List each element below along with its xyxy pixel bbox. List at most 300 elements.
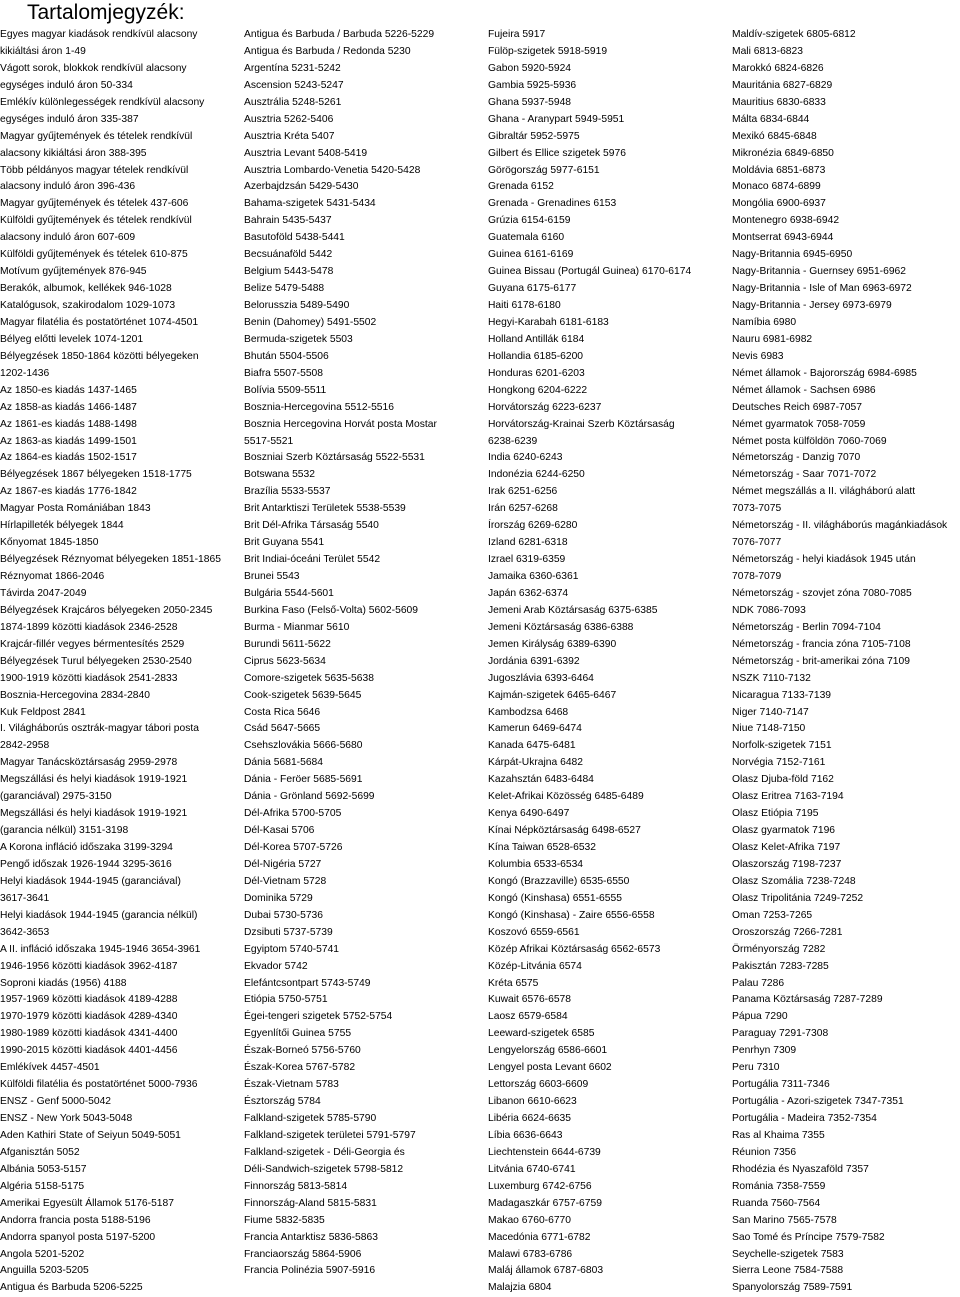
toc-entry: Dzsibuti 5737-5739	[244, 926, 333, 938]
toc-entry: Németország - II. világháborús magánkiadások	[732, 520, 948, 532]
toc-entry: Bulgária 5544-5601	[244, 587, 334, 599]
toc-entry: Nagy-Britannia 6945-6950	[732, 249, 853, 261]
toc-entry: Pakisztán 7283-7285	[732, 960, 829, 972]
toc-entry: Ekvador 5742	[244, 960, 308, 972]
toc-entry: Izland 6281-6318	[488, 537, 568, 549]
toc-entry: Grenada - Grenadines 6153	[488, 198, 617, 210]
toc-entry: Fülöp-szigetek 5918-5919	[488, 45, 608, 57]
toc-entry: Németország - brit-amerikai zóna 7109	[732, 655, 910, 667]
toc-entry: Déli-Sandwich-szigetek 5798-5812	[244, 1163, 404, 1175]
toc-entry: Albánia 5053-5157	[0, 1163, 87, 1175]
toc-entry: Antigua és Barbuda / Barbuda 5226-5229	[244, 29, 435, 40]
toc-entry: Bhután 5504-5506	[244, 350, 329, 362]
toc-entry: Vágott sorok, blokkok rendkívül alacsony	[0, 62, 187, 74]
toc-entry: Megszállási és helyi kiadások 1919-1921	[0, 808, 188, 820]
toc-entry: Fujeira 5917	[488, 29, 546, 40]
toc-entry: Franciaország 5864-5906	[244, 1248, 362, 1260]
toc-entry: Spanyolország 7589-7591	[732, 1282, 853, 1294]
toc-entry: Namíbia 6980	[732, 316, 797, 328]
toc-entry: Guatemala 6160	[488, 232, 565, 244]
toc-entry: Finnország-Aland 5815-5831	[244, 1197, 377, 1209]
toc-entry: Koszovó 6559-6561	[488, 926, 580, 938]
toc-entry: 7078-7079	[732, 571, 782, 582]
toc-entry: Holland Antillák 6184	[488, 333, 585, 345]
toc-entry: Oman 7253-7265	[732, 909, 813, 921]
toc-entry: Kelet-Afrikai Közösség 6485-6489	[488, 791, 644, 803]
toc-entry: Brit Antarktiszi Területek 5538-5539	[244, 503, 406, 515]
toc-entry: Kárpát-Ukrajna 6482	[488, 757, 584, 769]
toc-entry: 1970-1979 közötti kiadások 4289-4340	[0, 1011, 178, 1023]
toc-entry: Ausztria Lombardo-Venetia 5420-5428	[244, 164, 421, 176]
toc-entry: Burma - Mianmar 5610	[244, 621, 350, 633]
toc-entry: NDK 7086-7093	[732, 604, 806, 616]
toc-entry: Portugália - Madeira 7352-7354	[732, 1113, 877, 1124]
toc-entry: Kongó (Kinshasa) 6551-6555	[488, 892, 622, 904]
toc-entry: 1990-2015 közötti kiadások 4401-4456	[0, 1045, 178, 1057]
toc-entry: Az 1867-es kiadás 1776-1842	[0, 486, 137, 498]
toc-entry: 1202-1436	[0, 367, 50, 379]
toc-entry: Lettország 6603-6609	[488, 1079, 589, 1091]
toc-entry: Német államok - Sachsen 6986	[732, 384, 876, 396]
toc-entry: Ciprus 5623-5634	[244, 655, 326, 667]
toc-entry: Maláj államok 6787-6803	[488, 1265, 604, 1277]
toc-entry: alacsony induló áron 607-609	[0, 232, 136, 244]
toc-entry: Argentína 5231-5242	[244, 62, 341, 74]
toc-entry: Botswana 5532	[244, 469, 315, 481]
toc-entry: Bosznia-Hercegovina 5512-5516	[244, 401, 394, 413]
toc-entry: NSZK 7110-7132	[732, 672, 811, 684]
toc-entry: Niger 7140-7147	[732, 706, 809, 718]
toc-entry: Gambia 5925-5936	[488, 79, 577, 91]
toc-entry: Ruanda 7560-7564	[732, 1197, 821, 1209]
toc-entry: Malawi 6783-6786	[488, 1248, 573, 1260]
toc-entry: Gabon 5920-5924	[488, 62, 572, 74]
toc-entry: Monaco 6874-6899	[732, 181, 821, 193]
toc-entry: Paraguay 7291-7308	[732, 1028, 829, 1040]
toc-entry: 1874-1899 közötti kiadások 2346-2528	[0, 621, 178, 633]
toc-entry: Német megszállás a II. világháború alatt	[732, 486, 916, 498]
toc-entry: Külföldi filatélia és postatörténet 5000-7936	[0, 1079, 198, 1091]
toc-entry: Peru 7310	[732, 1062, 780, 1074]
toc-entry: Burundi 5611-5622	[244, 638, 331, 650]
toc-entry: Litvánia 6740-6741	[488, 1163, 576, 1175]
toc-entry: Csád 5647-5665	[244, 723, 321, 735]
toc-entry: Antigua és Barbuda / Redonda 5230	[244, 45, 411, 57]
toc-entry: Leeward-szigetek 6585	[488, 1028, 595, 1040]
toc-entry: Kongó (Kinshasa) - Zaire 6556-6558	[488, 909, 655, 921]
toc-entry: Francia Polinézia 5907-5916	[244, 1265, 376, 1277]
toc-entry: Bosznia-Hercegovina 2834-2840	[0, 689, 150, 701]
toc-entry: Égei-tengeri szigetek 5752-5754	[244, 1011, 393, 1023]
toc-entry: Dominika 5729	[244, 892, 313, 904]
toc-entry: Emlékív különlegességek rendkívül alacsony	[0, 96, 205, 108]
toc-entry: Biafra 5507-5508	[244, 367, 324, 379]
toc-entry: 7073-7075	[732, 503, 782, 515]
toc-entry: Fiume 5832-5835	[244, 1214, 325, 1226]
toc-entry: 7076-7077	[732, 537, 782, 549]
toc-entry: Örményország 7282	[732, 943, 826, 955]
toc-entry: Dél-Afrika 5700-5705	[244, 808, 342, 820]
toc-entry: Brazília 5533-5537	[244, 486, 331, 498]
toc-entry: Anguilla 5203-5205	[0, 1265, 89, 1277]
toc-entry: Nagy-Britannia - Isle of Man 6963-6972	[732, 283, 912, 295]
toc-entry: Olasz Eritrea 7163-7194	[732, 791, 844, 803]
toc-entry: Ascension 5243-5247	[244, 79, 344, 91]
toc-entry: Mauritánia 6827-6829	[732, 79, 833, 91]
toc-entry: Dubai 5730-5736	[244, 909, 324, 921]
toc-entry: Falkland-szigetek 5785-5790	[244, 1113, 377, 1124]
toc-entry: Sierra Leone 7584-7588	[732, 1265, 844, 1277]
toc-entry: Az 1864-es kiadás 1502-1517	[0, 452, 137, 464]
toc-entry: A II. infláció időszaka 1945-1946 3654-3961	[0, 943, 201, 955]
toc-entry: Bélyegzések Turul bélyegeken 2530-2540	[0, 655, 192, 667]
toc-entry: Krajcár-fillér vegyes bérmentesítés 2529	[0, 638, 185, 650]
toc-entry: Jemeni Köztársaság 6386-6388	[488, 621, 634, 633]
toc-entry: Dánia - Grönland 5692-5699	[244, 791, 375, 803]
toc-entry: Liechtenstein 6644-6739	[488, 1146, 601, 1158]
toc-entry: Magyar gyűjtemények és tételek rendkívül	[0, 130, 193, 142]
toc-entry: Belgium 5443-5478	[244, 266, 334, 278]
toc-entry: Helyi kiadások 1944-1945 (garanciával)	[0, 875, 181, 887]
toc-entry: Kína Taiwan 6528-6532	[488, 842, 597, 853]
toc-entry: Ghana 5937-5948	[488, 96, 572, 108]
toc-entry: Bélyegzések 1867 bélyegeken 1518-1775	[0, 469, 192, 481]
toc-column-4	[732, 27, 960, 1297]
toc-entry: 3642-3653	[0, 926, 50, 938]
toc-entry: Etiópia 5750-5751	[244, 994, 328, 1006]
toc-entry: Brunei 5543	[244, 571, 300, 582]
toc-entry: Jugoszlávia 6393-6464	[488, 672, 594, 684]
toc-entry: 6238-6239	[488, 435, 538, 447]
toc-entry: Panama Köztársaság 7287-7289	[732, 994, 883, 1006]
toc-entry: Csehszlovákia 5666-5680	[244, 740, 363, 752]
toc-entry: Lengyel posta Levant 6602	[488, 1062, 612, 1074]
toc-entry: ENSZ - Genf 5000-5042	[0, 1096, 112, 1108]
toc-entry: Egyiptom 5740-5741	[244, 943, 340, 955]
toc-entry: 1900-1919 közötti kiadások 2541-2833	[0, 672, 178, 684]
toc-entry: Románia 7358-7559	[732, 1180, 826, 1192]
toc-entry: Guinea 6161-6169	[488, 249, 574, 261]
toc-entry: Cook-szigetek 5639-5645	[244, 689, 362, 701]
toc-entry: Portugália - Azori-szigetek 7347-7351	[732, 1096, 904, 1108]
toc-entry: Németország - helyi kiadások 1945 után	[732, 554, 916, 566]
toc-entry: Izrael 6319-6359	[488, 554, 566, 566]
toc-entry: Görögország 5977-6151	[488, 164, 600, 176]
toc-entry: Belize 5479-5488	[244, 283, 325, 295]
toc-entry: Az 1858-as kiadás 1466-1487	[0, 401, 137, 413]
toc-entry: Bolívia 5509-5511	[244, 384, 327, 396]
toc-entry: alacsony kikiáltási áron 388-395	[0, 147, 147, 159]
toc-column-2	[244, 27, 484, 1280]
toc-entry: Katalógusok, szakirodalom 1029-1073	[0, 300, 176, 311]
toc-entry: Kanada 6475-6481	[488, 740, 576, 752]
toc-entry: Algéria 5158-5175	[0, 1180, 85, 1192]
toc-entry: Benin (Dahomey) 5491-5502	[244, 316, 377, 328]
toc-entry: Dánia 5681-5684	[244, 757, 324, 769]
toc-entry: Ras al Khaima 7355	[732, 1129, 825, 1141]
toc-entry: Az 1863-as kiadás 1499-1501	[0, 435, 137, 447]
toc-entry: Dél-Vietnam 5728	[244, 875, 327, 887]
toc-entry: Német posta külföldön 7060-7069	[732, 435, 887, 447]
toc-entry: San Marino 7565-7578	[732, 1214, 837, 1226]
toc-entry: Líbia 6636-6643	[488, 1129, 563, 1141]
toc-entry: Bélyeg előtti levelek 1074-1201	[0, 333, 144, 345]
toc-entry: 2842-2958	[0, 740, 50, 752]
toc-entry: Indonézia 6244-6250	[488, 469, 585, 481]
toc-entry: Németország - Berlin 7094-7104	[732, 621, 881, 633]
toc-entry: Külföldi gyűjtemények és tételek 610-875	[0, 249, 188, 261]
toc-entry: Réunion 7356	[732, 1146, 797, 1158]
toc-entry: Írország 6269-6280	[488, 520, 578, 532]
toc-entry: Külföldi gyűjtemények és tételek rendkívül	[0, 215, 192, 227]
toc-entry: Motívum gyűjtemények 876-945	[0, 266, 147, 278]
toc-entry: Magyar Tanácsköztársaság 2959-2978	[0, 757, 178, 769]
toc-entry: Guyana 6175-6177	[488, 283, 577, 295]
toc-entry: Maldív-szigetek 6805-6812	[732, 29, 856, 40]
toc-entry: Bélyegzések Réznyomat bélyegeken 1851-1865	[0, 554, 221, 566]
toc-entry: Andorra spanyol posta 5197-5200	[0, 1231, 156, 1243]
toc-entry: Ausztrália 5248-5261	[244, 96, 342, 108]
toc-entry: Nicaragua 7133-7139	[732, 689, 832, 701]
toc-entry: Egyenlítői Guinea 5755	[244, 1028, 352, 1040]
toc-entry: Guinea Bissau (Portugál Guinea) 6170-6174	[488, 266, 692, 278]
toc-entry: Málta 6834-6844	[732, 113, 810, 125]
toc-entry: Makao 6760-6770	[488, 1214, 572, 1226]
toc-entry: Portugália 7311-7346	[732, 1079, 830, 1091]
toc-entry: Laosz 6579-6584	[488, 1011, 568, 1023]
toc-entry: Hongkong 6204-6222	[488, 384, 588, 396]
toc-entry: Gibraltár 5952-5975	[488, 130, 580, 142]
toc-entry: Réznyomat 1866-2046	[0, 571, 105, 582]
toc-entry: Mikronézia 6849-6850	[732, 147, 834, 159]
toc-entry: Sao Tomé és Príncipe 7579-7582	[732, 1231, 885, 1243]
toc-entry: Dél-Nigéria 5727	[244, 858, 322, 870]
toc-entry: Marokkó 6824-6826	[732, 62, 824, 74]
toc-entry: Az 1850-es kiadás 1437-1465	[0, 384, 137, 396]
toc-entry: Honduras 6201-6203	[488, 367, 585, 379]
toc-entry: Deutsches Reich 6987-7057	[732, 401, 862, 413]
toc-entry: Burkina Faso (Felső-Volta) 5602-5609	[244, 604, 418, 616]
toc-entry: Olaszország 7198-7237	[732, 858, 842, 870]
toc-entry: Dél-Korea 5707-5726	[244, 842, 343, 853]
toc-entry: Afganisztán 5052	[0, 1146, 80, 1158]
toc-entry: Ghana - Aranypart 5949-5951	[488, 113, 625, 125]
toc-entry: Seychelle-szigetek 7583	[732, 1248, 844, 1260]
toc-entry: Németország - francia zóna 7105-7108	[732, 638, 911, 650]
toc-entry: Egyes magyar kiadások rendkívül alacsony	[0, 29, 198, 40]
toc-entry: Kuwait 6576-6578	[488, 994, 572, 1006]
toc-entry: Az 1861-es kiadás 1488-1498	[0, 418, 137, 430]
toc-entry: Falkland-szigetek - Déli-Georgia és	[244, 1146, 405, 1158]
toc-entry: Ausztria 5262-5406	[244, 113, 334, 125]
toc-entry: (garancia nélkül) 3151-3198	[0, 825, 129, 837]
toc-entry: Brit Guyana 5541	[244, 537, 325, 549]
toc-entry: Grenada 6152	[488, 181, 554, 193]
toc-entry: Németország - Saar 7071-7072	[732, 469, 877, 481]
toc-entry: (garanciával) 2975-3150	[0, 791, 112, 803]
toc-entry: Horvátország-Krainai Szerb Köztársaság	[488, 418, 675, 430]
toc-entry: Kongó (Brazzaville) 6535-6550	[488, 875, 630, 887]
toc-entry: Bermuda-szigetek 5503	[244, 333, 353, 345]
toc-entry: Magyar Posta Romániában 1843	[0, 503, 151, 515]
page-title: Tartalomjegyzék:	[27, 1, 185, 24]
toc-entry: Haiti 6178-6180	[488, 300, 561, 311]
toc-entry: Niue 7148-7150	[732, 723, 806, 735]
toc-entry: Dél-Kasai 5706	[244, 825, 315, 837]
toc-entry: Észak-Borneó 5756-5760	[244, 1045, 361, 1057]
toc-entry: Moldávia 6851-6873	[732, 164, 826, 176]
toc-entry: egységes induló áron 50-334	[0, 79, 133, 91]
toc-entry: Jemen Királyság 6389-6390	[488, 638, 617, 650]
toc-entry: Gilbert és Ellice szigetek 5976	[488, 147, 626, 159]
toc-entry: Antigua és Barbuda 5206-5225	[0, 1282, 143, 1294]
toc-entry: Olasz Tripolitánia 7249-7252	[732, 892, 864, 904]
toc-entry: Magyar gyűjtemények és tételek 437-606	[0, 198, 189, 210]
toc-entry: Megszállási és helyi kiadások 1919-1921	[0, 774, 188, 786]
toc-entry: Norvégia 7152-7161	[732, 757, 826, 769]
toc-entry: Bosznia Hercegovina Horvát posta Mostar	[244, 418, 437, 430]
toc-entry: alacsony induló áron 396-436	[0, 181, 136, 193]
toc-entry: Olasz Etiópia 7195	[732, 808, 819, 820]
toc-entry: Kambodzsa 6468	[488, 706, 569, 718]
toc-entry: Elefántcsontpart 5743-5749	[244, 977, 371, 989]
toc-entry: India 6240-6243	[488, 452, 563, 464]
toc-entry: Nagy-Britannia - Guernsey 6951-6962	[732, 266, 907, 278]
toc-entry: Mauritius 6830-6833	[732, 96, 826, 108]
toc-entry: Dánia - Feröer 5685-5691	[244, 774, 363, 786]
toc-entry: Jamaika 6360-6361	[488, 571, 579, 582]
toc-entry: Kamerun 6469-6474	[488, 723, 582, 735]
toc-entry: Magyar filatélia és postatörténet 1074-4501	[0, 316, 199, 328]
toc-entry: Hírlapilleték bélyegek 1844	[0, 520, 124, 532]
toc-entry: Andorra francia posta 5188-5196	[0, 1214, 151, 1226]
toc-entry: Irak 6251-6256	[488, 486, 558, 498]
toc-column-1	[0, 27, 240, 1297]
toc-entry: Kolumbia 6533-6534	[488, 858, 584, 870]
toc-entry: Mexikó 6845-6848	[732, 130, 817, 142]
toc-entry: Azerbajdzsán 5429-5430	[244, 181, 359, 193]
toc-entry: Ausztria Levant 5408-5419	[244, 147, 368, 159]
toc-entry: Montserrat 6943-6944	[732, 232, 834, 244]
toc-entry: Kőnyomat 1845-1850	[0, 537, 99, 549]
toc-entry: Olasz Djuba-föld 7162	[732, 774, 834, 786]
toc-entry: Hollandia 6185-6200	[488, 350, 584, 362]
toc-entry: Közép Afrikai Köztársaság 6562-6573	[488, 943, 661, 955]
toc-entry: Madagaszkár 6757-6759	[488, 1197, 602, 1209]
toc-entry: Palau 7286	[732, 977, 785, 989]
toc-entry: Becsuánaföld 5442	[244, 249, 333, 261]
toc-entry: Bélyegzések 1850-1864 közötti bélyegeken	[0, 350, 199, 362]
toc-entry: Mongólia 6900-6937	[732, 198, 826, 210]
toc-entry: Aden Kathiri State of Seiyun 5049-5051	[0, 1129, 181, 1141]
toc-entry: Oroszország 7266-7281	[732, 926, 843, 938]
toc-entry: Német államok - Bajorország 6984-6985	[732, 367, 917, 379]
toc-entry: Bahama-szigetek 5431-5434	[244, 198, 376, 210]
toc-entry: Lengyelország 6586-6601	[488, 1045, 608, 1057]
toc-entry: 3617-3641	[0, 892, 50, 904]
toc-entry: Nauru 6981-6982	[732, 333, 813, 345]
toc-entry: egységes induló áron 335-387	[0, 113, 139, 125]
toc-entry: 1946-1956 közötti kiadások 3962-4187	[0, 960, 178, 972]
toc-entry: Brit Dél-Afrika Társaság 5540	[244, 520, 379, 532]
toc-entry: Olasz gyarmatok 7196	[732, 825, 836, 837]
toc-entry: Pengő időszak 1926-1944 3295-3616	[0, 858, 172, 870]
toc-entry: Basutoföld 5438-5441	[244, 232, 345, 244]
toc-entry: Kenya 6490-6497	[488, 808, 570, 820]
toc-entry: Mali 6813-6823	[732, 45, 803, 57]
toc-entry: Finnország 5813-5814	[244, 1180, 348, 1192]
toc-entry: Bélyegzések Krajcáros bélyegeken 2050-2345	[0, 604, 213, 616]
toc-entry: Kazahsztán 6483-6484	[488, 774, 594, 786]
toc-entry: Berakók, albumok, kellékek 946-1028	[0, 283, 172, 295]
toc-entry: Costa Rica 5646	[244, 706, 321, 718]
toc-entry: Belorusszia 5489-5490	[244, 300, 350, 311]
toc-entry: Soproni kiadás (1956) 4188	[0, 977, 127, 989]
toc-entry: Brit Indiai-óceáni Terület 5542	[244, 554, 381, 566]
toc-entry: Német gyarmatok 7058-7059	[732, 418, 866, 430]
toc-entry: Nevis 6983	[732, 350, 784, 362]
toc-entry: A Korona infláció időszaka 3199-3294	[0, 842, 173, 853]
toc-entry: Grúzia 6154-6159	[488, 215, 571, 227]
toc-entry: Olasz Kelet-Afrika 7197	[732, 842, 841, 853]
toc-entry: Bahrain 5435-5437	[244, 215, 332, 227]
toc-entry: Macedónia 6771-6782	[488, 1231, 591, 1243]
toc-entry: Észtország 5784	[244, 1096, 321, 1108]
toc-entry: Japán 6362-6374	[488, 587, 569, 599]
toc-entry: Angola 5201-5202	[0, 1248, 85, 1260]
toc-entry: I. Világháborús osztrák-magyar tábori posta	[0, 723, 199, 735]
toc-entry: Rhodézia és Nyaszaföld 7357	[732, 1163, 869, 1175]
toc-column-3	[488, 27, 728, 1297]
toc-entry: Több példányos magyar tételek rendkívül	[0, 164, 189, 176]
toc-entry: Kínai Népköztársaság 6498-6527	[488, 825, 641, 837]
toc-entry: Boszniai Szerb Köztársaság 5522-5531	[244, 452, 425, 464]
toc-entry: Németország - szovjet zóna 7080-7085	[732, 587, 912, 599]
toc-entry: Montenegro 6938-6942	[732, 215, 840, 227]
toc-entry: Hegyi-Karabah 6181-6183	[488, 316, 609, 328]
toc-entry: Ausztria Kréta 5407	[244, 130, 335, 142]
toc-entry: Távirda 2047-2049	[0, 587, 87, 599]
toc-entry: Luxemburg 6742-6756	[488, 1180, 592, 1192]
toc-entry: Malajzia 6804	[488, 1282, 552, 1294]
toc-entry: Észak-Korea 5767-5782	[244, 1062, 356, 1074]
toc-entry: Olasz Szomália 7238-7248	[732, 875, 856, 887]
toc-entry: Comore-szigetek 5635-5638	[244, 672, 374, 684]
toc-entry: 1957-1969 közötti kiadások 4189-4288	[0, 994, 178, 1006]
toc-entry: Kuk Feldpost 2841	[0, 706, 86, 718]
toc-entry: Közép-Litvánia 6574	[488, 960, 582, 972]
toc-entry: Jemeni Arab Köztársaság 6375-6385	[488, 604, 658, 616]
toc-entry: Kréta 6575	[488, 977, 539, 989]
toc-entry: ENSZ - New York 5043-5048	[0, 1113, 133, 1124]
toc-entry: Francia Antarktisz 5836-5863	[244, 1231, 378, 1243]
toc-entry: Helyi kiadások 1944-1945 (garancia nélkül)	[0, 909, 198, 921]
toc-entry: Jordánia 6391-6392	[488, 655, 580, 667]
toc-entry: Penrhyn 7309	[732, 1045, 797, 1057]
toc-entry: Libéria 6624-6635	[488, 1113, 572, 1124]
toc-entry: Falkland-szigetek területei 5791-5797	[244, 1129, 416, 1141]
toc-entry: Nagy-Britannia - Jersey 6973-6979	[732, 300, 892, 311]
toc-entry: Horvátország 6223-6237	[488, 401, 602, 413]
toc-entry: Libanon 6610-6623	[488, 1096, 577, 1108]
toc-entry: Emlékívek 4457-4501	[0, 1062, 100, 1074]
toc-entry: 1980-1989 közötti kiadások 4341-4400	[0, 1028, 178, 1040]
toc-entry: Németország - Danzig 7070	[732, 452, 861, 464]
toc-entry: Kajmán-szigetek 6465-6467	[488, 689, 617, 701]
toc-entry: 5517-5521	[244, 435, 294, 447]
toc-entry: Észak-Vietnam 5783	[244, 1079, 339, 1091]
toc-entry: Pápua 7290	[732, 1011, 788, 1023]
